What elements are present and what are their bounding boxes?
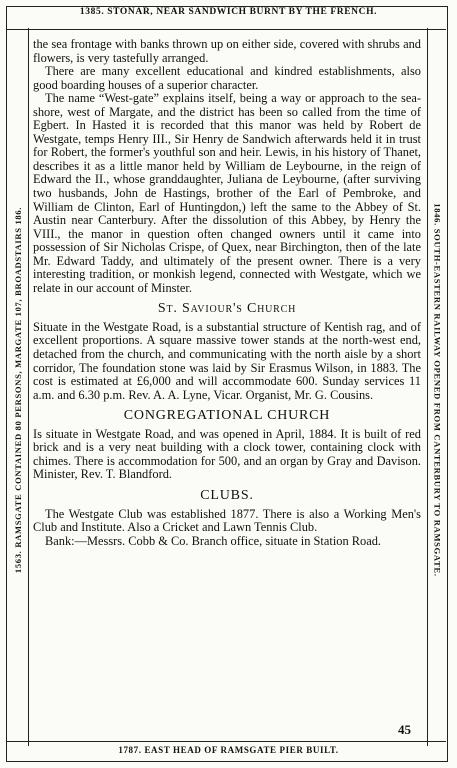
paragraph: The name “West-gate” explains itself, being a way or approach to the sea-shore, west of Margate, and the district has been so called from the time of Egbert. In Hasted it is recorded that this manor was held by Robert de Westgate, temps Henry III., Sir Henry de Sandwich afterwards held it in trust for Robert, the former's youthful son and heir. Lewis, in his history of Thanet, describes it as a little manor held by William de Leybourne, in the reign of Edward the II., whose granddaughter, Juliana de Leybourne, (after surviving two husbands, John de Hastings, brother of the Earl of Pembroke, and William de Clinton, Earl of Huntingdon,) left the same to the Abbey of St. Austin near Canterbury. After the dissolution of this Abbey, by Henry the VIII., the manor in question often changed owners until it came into possession of Sir Nicholas Crispe, of Quex, near Birchington, then of the late Mr. Edward Taddy, and ultimately of the present owner. There is a very interesting tradition, or monkish legend, connected with Westgate, which we relate in our account of Minster. — [33, 91, 421, 295]
right-margin-text: 1846. SOUTH-EASTERN RAILWAY OPENED FROM CANTERBURY TO RAMSGATE. — [433, 203, 444, 577]
main-text — [33, 38, 421, 548]
section-heading-clubs: CLUBS. — [200, 487, 254, 503]
right-margin-note — [428, 40, 448, 740]
running-header: 1385. STONAR, NEAR SANDWICH BURNT BY THE FRENCH. — [0, 7, 457, 17]
paragraph: There are many excellent educational and kindred establishments, also good boarding houses of a superior character. — [33, 64, 421, 92]
left-margin-text: 1563. RAMSGATE CONTAINED 80 PERSONS, MARGATE 107, BROADSTAIRS 186. — [13, 206, 23, 574]
paragraph: Is situate in Westgate Road, and was opened in April, 1884. It is built of red brick and is a very neat building with a clock tower, containing clock with chimes. There is accommodation for 500, and an organ by Gray and Davison. Minister, Rev. T. Blandford. — [33, 426, 421, 482]
paragraph: the sea frontage with banks thrown up on either side, covered with shrubs and flowers, is very tastefully arranged. — [33, 37, 421, 65]
paragraph: Bank:—Messrs. Cobb & Co. Branch office, situate in Station Road. — [45, 533, 382, 548]
paragraph: Situate in the Westgate Road, is a substantial structure of Kentish rag, and of excellent proportions. A square massive tower stands at the north-west end, detached from the church, and communicating with the north aisle by a short corridor, The foundation stone was laid by Sir Erasmus Wilson, in 1883. The cost is estimated at £6,000 and will accommodate 600. Sunday services 11 a.m. and 6.30 p.m. Rev. A. A. Lyne, Vicar. Organist, Mr. G. Cousins. — [33, 319, 421, 402]
section-heading-congregational: CONGREGATIONAL CHURCH — [123, 408, 331, 424]
left-margin-note — [8, 40, 28, 740]
page-number: 45 — [398, 722, 411, 737]
section-heading-st-saviours: St. Saviour's Church — [157, 301, 297, 317]
running-footer: 1787. EAST HEAD OF RAMSGATE PIER BUILT. — [0, 745, 457, 755]
paragraph: The Westgate Club was established 1877. There is also a Working Men's Club and Institute. Also a Cricket and Lawn Tennis Club. — [33, 506, 421, 535]
